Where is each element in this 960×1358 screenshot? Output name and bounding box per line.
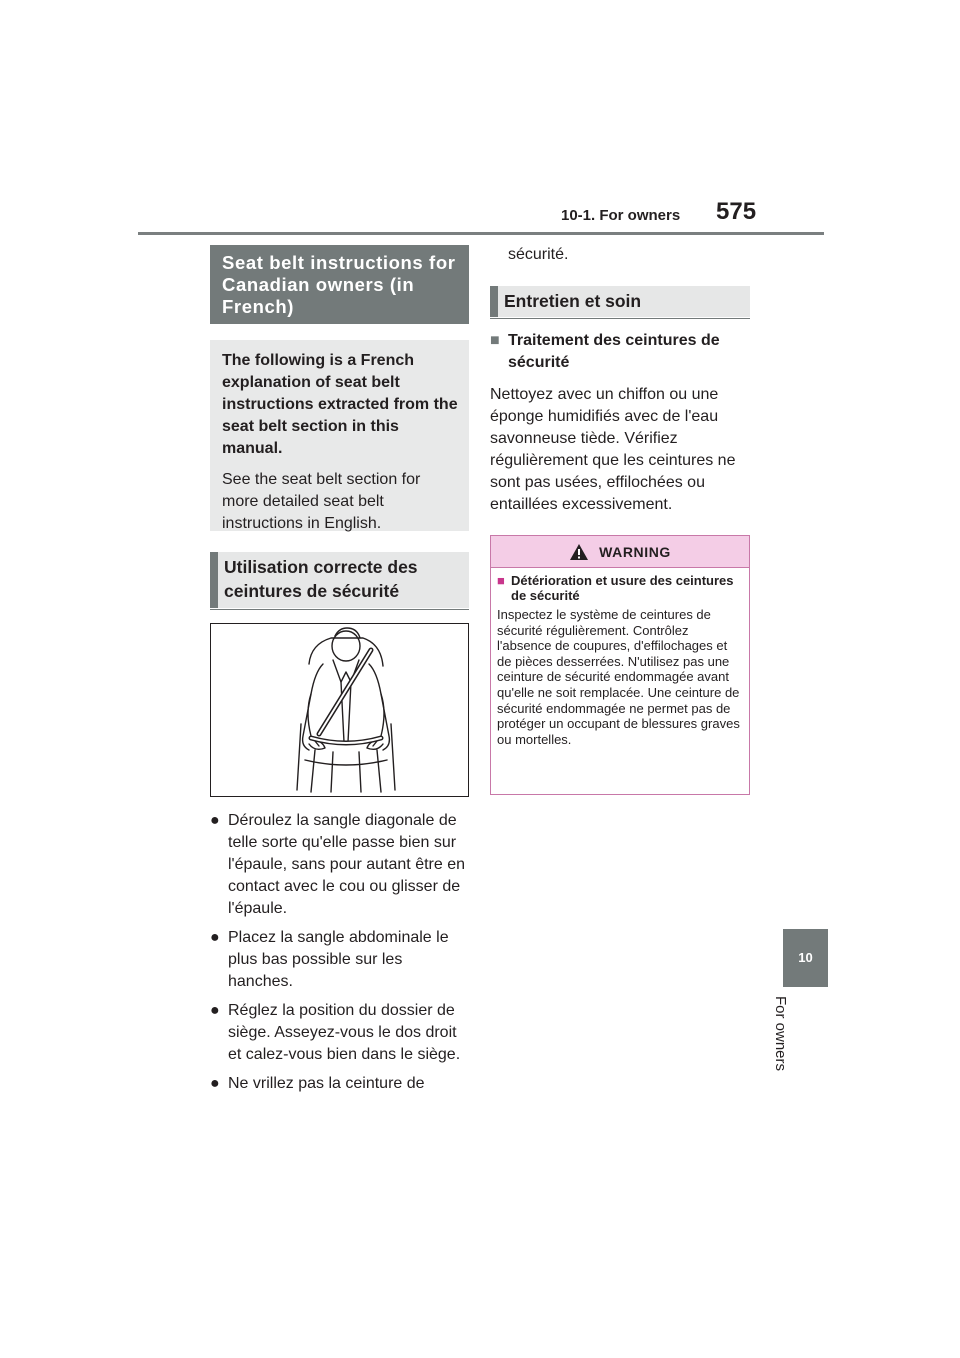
usage-bullet-list: [210, 810, 469, 1095]
chapter-tab[interactable]: [783, 929, 828, 987]
warning-text: Inspectez le système de ceintures de sécurité régulièrement. Contrôlez l'absence de coupures, d'effilochages et de pièces desserrées. N'utilisez pas une ceinture de sécurité endommagée avant qu'elle ne soit remplacée. Une ceinture de sécurité endommagée ne permet pas de protéger un occupant de blessures graves ou mortelles.: [497, 607, 740, 747]
seatbelt-illustration: [210, 623, 469, 797]
subheading-usage-text: Utilisation correcte des ceintures de sécurité: [224, 557, 418, 601]
chapter-number: 10: [798, 950, 813, 965]
intro-normal-text: See the seat belt section for more detailed seat belt instructions in English.: [222, 471, 421, 532]
bullet-icon: ●: [210, 929, 220, 946]
bullet-icon: ●: [210, 812, 220, 829]
item-heading: [490, 330, 750, 374]
warning-subheading: [497, 573, 741, 603]
bullet-icon: ●: [210, 1075, 220, 1092]
intro-bold-text: The following is a French explanation of seat belt instructions extracted from the seat belt section in this manual.: [222, 352, 458, 457]
list-item: [210, 1000, 469, 1066]
section-title: 10-1. For owners: [561, 207, 681, 224]
section-title-box: [210, 245, 469, 324]
seated-person-figure: [211, 624, 468, 796]
warning-body: [491, 568, 749, 755]
list-item: [210, 810, 469, 920]
bullet-icon: ●: [210, 1002, 220, 1019]
page-number: 575: [716, 198, 757, 225]
chapter-label: For owners: [772, 996, 789, 1072]
list-item-text: Déroulez la sangle diagonale de telle sorte qu'elle passe bien sur l'épaule, sans pour autant être en contact avec le cou ou glisser de l'épaule.: [228, 812, 465, 917]
warning-header: [491, 536, 749, 568]
list-item: [210, 927, 469, 993]
subheading-care-text: Entretien et soin: [504, 291, 642, 311]
continued-text: sécurité.: [508, 246, 569, 263]
square-bullet-icon: ■: [497, 573, 505, 588]
square-bullet-icon: ■: [490, 332, 500, 349]
list-item-text: Placez la sangle abdominale le plus bas possible sur les hanches.: [228, 929, 449, 990]
warning-title: WARNING: [599, 543, 671, 560]
warning-subheading-text: Détérioration et usure des ceintures de sécurité: [511, 573, 734, 603]
header-divider: [138, 232, 824, 235]
list-item: [210, 1073, 469, 1095]
intro-box: [210, 340, 469, 531]
warning-box: [490, 535, 750, 795]
list-item-text: Ne vrillez pas la ceinture de: [228, 1075, 425, 1092]
subheading-usage: [210, 552, 469, 608]
section-title-text: Seat belt instructions for Canadian owners (in French): [222, 252, 456, 317]
list-item-text: Réglez la position du dossier de siège. Asseyez-vous le dos droit et calez-vous bien dans le siège.: [228, 1002, 461, 1063]
subheading-care: [490, 286, 750, 317]
warning-triangle-icon: [569, 543, 589, 561]
item-heading-text: Traitement des ceintures de sécurité: [508, 332, 720, 371]
item-text: Nettoyez avec un chiffon ou une éponge humidifiés avec de l'eau savonneuse tiède. Vérifiez régulièrement que les ceintures ne sont pas usées, effilochées ou entaillées excessivement.: [490, 386, 736, 513]
